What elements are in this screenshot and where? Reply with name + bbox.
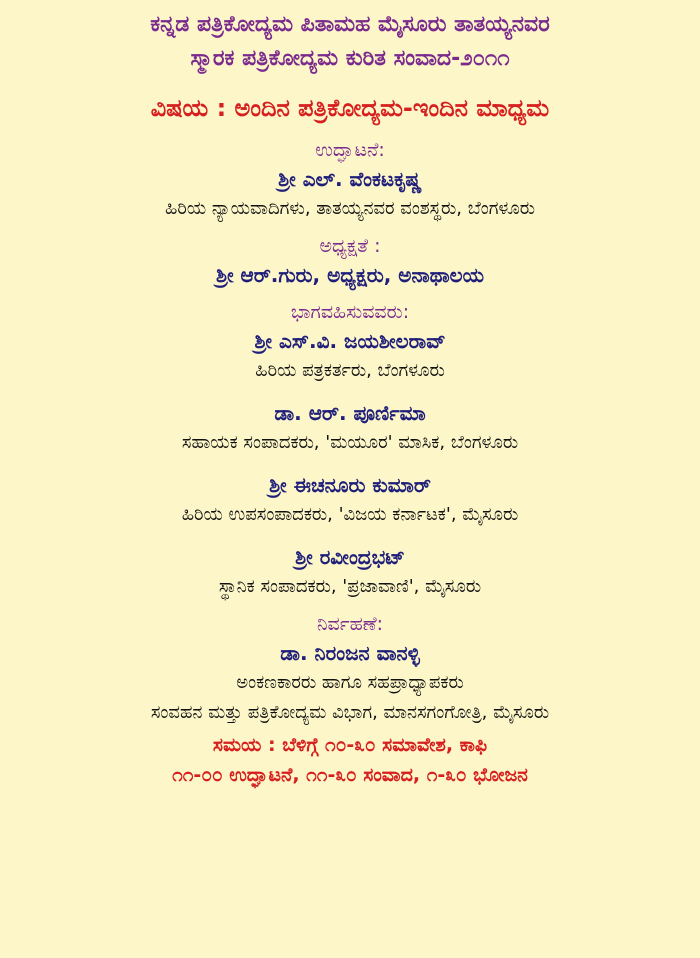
participant-name: ಶ್ರೀ ಎಸ್.ವಿ. ಜಯಶೀಲರಾವ್ — [254, 329, 446, 353]
participant-desc: ಹಿರಿಯ ಪತ್ರಕರ್ತರು, ಬೆಂಗಳೂರು — [255, 360, 445, 381]
inaugurator-desc: ಹಿರಿಯ ನ್ಯಾಯವಾದಿಗಳು, ತಾತಯ್ಯನವರ ವಂಶಸ್ಥರು, ಬೆಂಗಳೂರು — [165, 198, 535, 219]
anchor-section — [0, 610, 700, 728]
participant-desc: ಹಿರಿಯ ಉಪಸಂಪಾದಕರು, 'ವಿಜಯ ಕರ್ನಾಟಕ', ಮೈಸೂರು — [181, 504, 519, 525]
presidency-section — [0, 232, 700, 290]
participant-item — [0, 542, 700, 602]
participant-name: ಶ್ರೀ ಈಚನೂರು ಕುಮಾರ್ — [269, 473, 431, 497]
anchor-desc-2: ಸಂವಹನ ಮತ್ತು ಪತ್ರಿಕೋದ್ಯಮ ವಿಭಾಗ, ಮಾನಸಗಂಗೋತ್ರಿ, ಮೈಸೂರು — [150, 702, 550, 723]
anchor-name: ಡಾ. ನಿರಂಜನ ವಾನಳ್ಳಿ — [280, 641, 420, 665]
anchor-label: ನಿರ್ವಹಣೆ: — [316, 613, 383, 635]
inauguration-label: ಉದ್ಘಾಟನೆ: — [315, 139, 385, 161]
inaugurator-name: ಶ್ರೀ ಎಲ್. ವೆಂಕಟಕೃಷ್ಣ — [278, 167, 422, 191]
inauguration-section — [0, 136, 700, 224]
participant-item — [0, 398, 700, 458]
participant-name: ಶ್ರೀ ರವೀಂದ್ರಭಟ್ — [295, 545, 405, 569]
participants-section — [0, 298, 700, 602]
participant-item — [0, 326, 700, 386]
schedule-line-1: ಸಮಯ : ಬೆಳಿಗ್ಗೆ ೧೦-೩೦ ಸಮಾವೇಶ, ಕಾಫಿ — [212, 734, 488, 756]
president-line: ಶ್ರೀ ಆರ್.ಗುರು, ಅಧ್ಯಕ್ಷರು, ಅನಾಥಾಲಯ — [215, 263, 485, 287]
participant-desc: ಸಹಾಯಕ ಸಂಪಾದಕರು, 'ಮಯೂರ' ಮಾಸಿಕ, ಬೆಂಗಳೂರು — [181, 432, 519, 453]
participant-item — [0, 470, 700, 530]
participant-name: ಡಾ. ಆರ್. ಪೂರ್ಣಿಮಾ — [274, 401, 426, 425]
participant-desc: ಸ್ಥಾನಿಕ ಸಂಪಾದಕರು, 'ಪ್ರಜಾವಾಣಿ', ಮೈಸೂರು — [218, 576, 482, 597]
participants-label: ಭಾಗವಹಿಸುವವರು: — [290, 301, 410, 323]
event-header — [0, 8, 700, 76]
event-title-line-2: ಸ್ಮಾರಕ ಪತ್ರಿಕೋದ್ಯಮ ಕುರಿತ ಸಂವಾದ-೨೦೧೧ — [190, 46, 510, 71]
topic-line: ವಿಷಯ : ಅಂದಿನ ಪತ್ರಿಕೋದ್ಯಮ-ಇಂದಿನ ಮಾಧ್ಯಮ — [150, 94, 550, 122]
schedule-line-2: ೧೧-೦೦ ಉದ್ಘಾಟನೆ, ೧೧-೩೦ ಸಂವಾದ, ೧-೩೦ ಭೋಜನ — [172, 764, 528, 786]
presidency-label: ಅಧ್ಯಕ್ಷತೆ : — [319, 235, 381, 257]
event-title-line-1: ಕನ್ನಡ ಪತ್ರಿಕೋದ್ಯಮ ಪಿತಾಮಹ ಮೈಸೂರು ತಾತಯ್ಯನವರ — [150, 12, 550, 37]
schedule-section — [0, 730, 700, 790]
anchor-desc-1: ಅಂಕಣಕಾರರು ಹಾಗೂ ಸಹಪ್ರಾಧ್ಯಾಪಕರು — [236, 672, 464, 693]
